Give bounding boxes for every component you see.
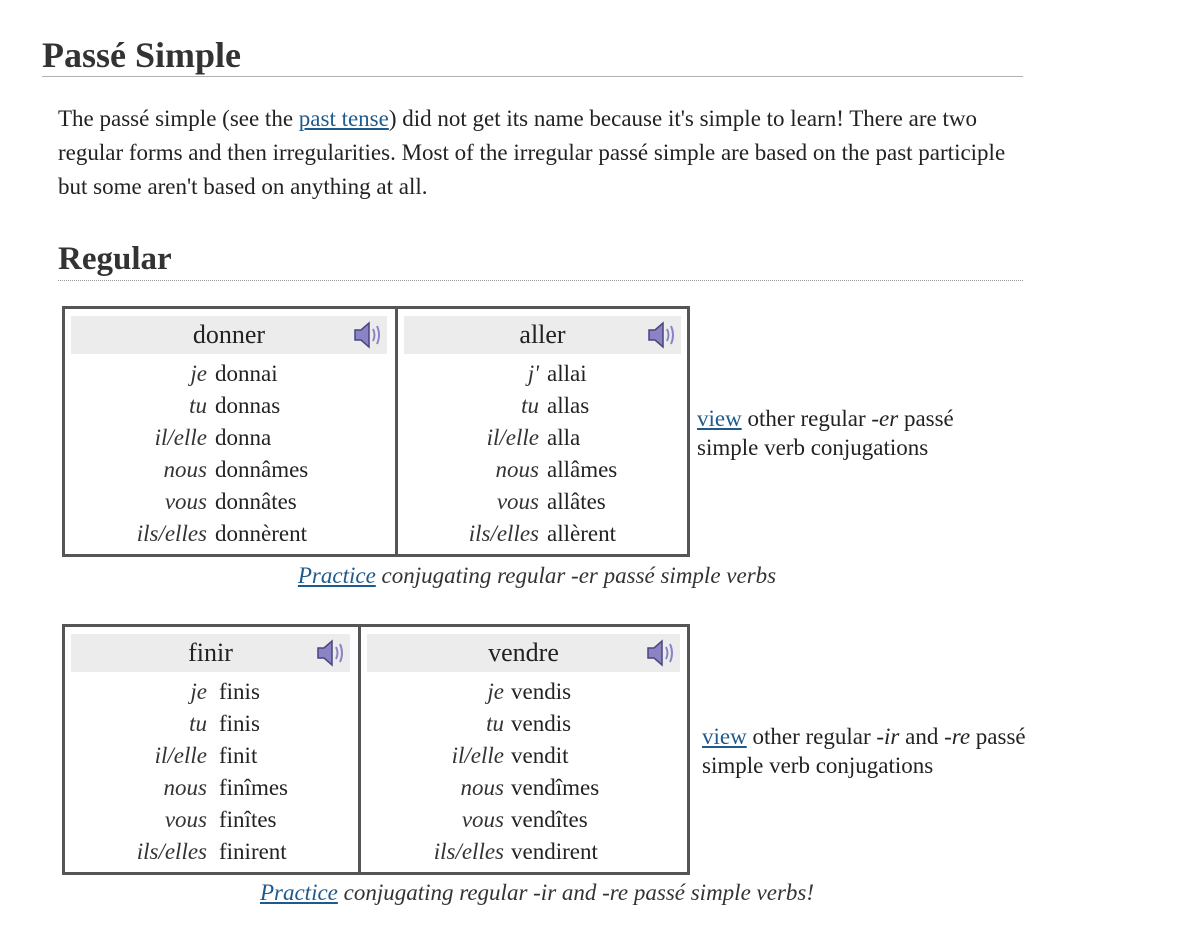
pronoun: ils/elles [136, 839, 207, 864]
conjugation-row [398, 454, 687, 486]
speaker-icon[interactable] [644, 636, 678, 670]
verb-form: donnâtes [215, 489, 297, 514]
verb-form: alla [547, 425, 581, 450]
pronoun: tu [189, 711, 207, 736]
conjugation-row [361, 772, 687, 804]
conjugation-row [398, 390, 687, 422]
pronoun: ils/elles [136, 521, 207, 546]
view-ir-re-note [702, 722, 1032, 780]
conjugation-row [65, 390, 395, 422]
conjugation-row [65, 836, 358, 868]
conjugation-row [398, 486, 687, 518]
speaker-icon[interactable] [645, 318, 679, 352]
verb-form: vendirent [511, 839, 598, 864]
conjugation-row [398, 518, 687, 550]
pronoun: vous [461, 807, 504, 832]
pronoun: il/elle [486, 425, 539, 450]
conjugation-row [361, 740, 687, 772]
intro-paragraph [58, 102, 1023, 204]
verb-form: finis [219, 711, 260, 736]
intro-text-start: The passé simple (see the [58, 106, 299, 131]
pronoun: il/elle [451, 743, 504, 768]
view-ir-re-link[interactable]: view [702, 724, 747, 749]
verb-form: donnas [215, 393, 281, 418]
note-text: other regular - [741, 406, 880, 431]
pronoun: tu [189, 393, 207, 418]
verb-form: donnèrent [215, 521, 307, 546]
conjugation-row [65, 486, 395, 518]
intro-text-end: ) did not get its name because it's simple to learn! There are two regular forms and then irregularities. Most of the irregular passé simple are based on the past participle but some aren't based on anything at all. [58, 106, 1006, 199]
note-ending: ir [884, 724, 900, 749]
verb-header [71, 634, 350, 672]
verb-header [367, 634, 680, 672]
practice-ir-re [62, 880, 1012, 906]
pronoun: je [190, 361, 207, 386]
pronoun: tu [486, 711, 504, 736]
note-text: other regular - [746, 724, 885, 749]
pronoun: nous [163, 775, 207, 800]
pronoun: ils/elles [433, 839, 504, 864]
pronoun: j' [527, 361, 539, 386]
speaker-icon[interactable] [351, 318, 385, 352]
pronoun: vous [164, 489, 207, 514]
note-ending: er [879, 406, 899, 431]
verb-infinitive: aller [519, 320, 566, 349]
view-er-link[interactable]: view [697, 406, 742, 431]
verb-form: allai [547, 361, 587, 386]
verb-box-aller [398, 309, 687, 554]
conjugation-row [361, 708, 687, 740]
verb-form: donnâmes [215, 457, 309, 482]
pronoun: vous [164, 807, 207, 832]
practice-er-link[interactable]: Practice [297, 563, 376, 588]
pronoun: nous [495, 457, 539, 482]
conjugation-row [65, 804, 358, 836]
verb-form: vendîmes [511, 775, 600, 800]
conjugation-row [65, 676, 358, 708]
conjugation-row [65, 358, 395, 390]
verb-form: allâtes [547, 489, 606, 514]
verb-form: vendis [511, 679, 572, 704]
verb-form: vendîtes [511, 807, 588, 832]
pronoun: il/elle [154, 425, 207, 450]
conjugation-row [65, 454, 395, 486]
pronoun: ils/elles [468, 521, 539, 546]
pronoun: nous [163, 457, 207, 482]
practice-text: conjugating regular -ir and -re passé simple verbs! [337, 880, 815, 905]
conjugation-row [65, 740, 358, 772]
conjugation-row [361, 676, 687, 708]
verb-form: finit [219, 743, 258, 768]
pronoun: je [487, 679, 504, 704]
conjugation-table-ir-re [62, 624, 690, 875]
conjugation-row [361, 804, 687, 836]
conjugation-row [398, 358, 687, 390]
verb-header [71, 316, 387, 354]
past-tense-link[interactable]: past tense [298, 106, 389, 131]
verb-form: finirent [219, 839, 287, 864]
verb-form: allèrent [547, 521, 616, 546]
verb-form: allâmes [547, 457, 618, 482]
conjugation-row [65, 708, 358, 740]
conjugation-row [65, 772, 358, 804]
pronoun: vous [496, 489, 539, 514]
verb-form: finîmes [219, 775, 288, 800]
practice-text: conjugating regular -er passé simple verbs [375, 563, 777, 588]
verb-form: finis [219, 679, 260, 704]
regular-heading: Regular [58, 238, 1023, 281]
verb-header [404, 316, 681, 354]
verb-infinitive: vendre [488, 638, 559, 667]
pronoun: nous [460, 775, 504, 800]
verb-box-donner [65, 309, 398, 554]
verb-infinitive: donner [192, 320, 266, 349]
pronoun: tu [521, 393, 539, 418]
conjugation-row [65, 422, 395, 454]
conjugation-table-er [62, 306, 690, 557]
page-title: Passé Simple [42, 34, 1023, 77]
verb-infinitive: finir [188, 638, 233, 667]
pronoun: je [190, 679, 207, 704]
verb-form: donna [215, 425, 272, 450]
pronoun: il/elle [154, 743, 207, 768]
verb-form: vendit [511, 743, 569, 768]
speaker-icon[interactable] [314, 636, 348, 670]
verb-box-finir [65, 627, 361, 872]
note-text: and - [899, 724, 952, 749]
verb-form: donnai [215, 361, 278, 386]
note-text: passé simple verb conjugations [697, 406, 954, 460]
practice-er [62, 563, 1012, 589]
verb-form: allas [547, 393, 590, 418]
verb-form: finîtes [219, 807, 277, 832]
conjugation-row [65, 518, 395, 550]
view-er-note [697, 404, 1017, 462]
practice-ir-re-link[interactable]: Practice [259, 880, 338, 905]
verb-form: vendis [511, 711, 572, 736]
note-text: passé simple verb conjugations [702, 724, 1026, 778]
conjugation-row [361, 836, 687, 868]
note-ending: re [951, 724, 971, 749]
verb-box-vendre [361, 627, 687, 872]
conjugation-row [398, 422, 687, 454]
